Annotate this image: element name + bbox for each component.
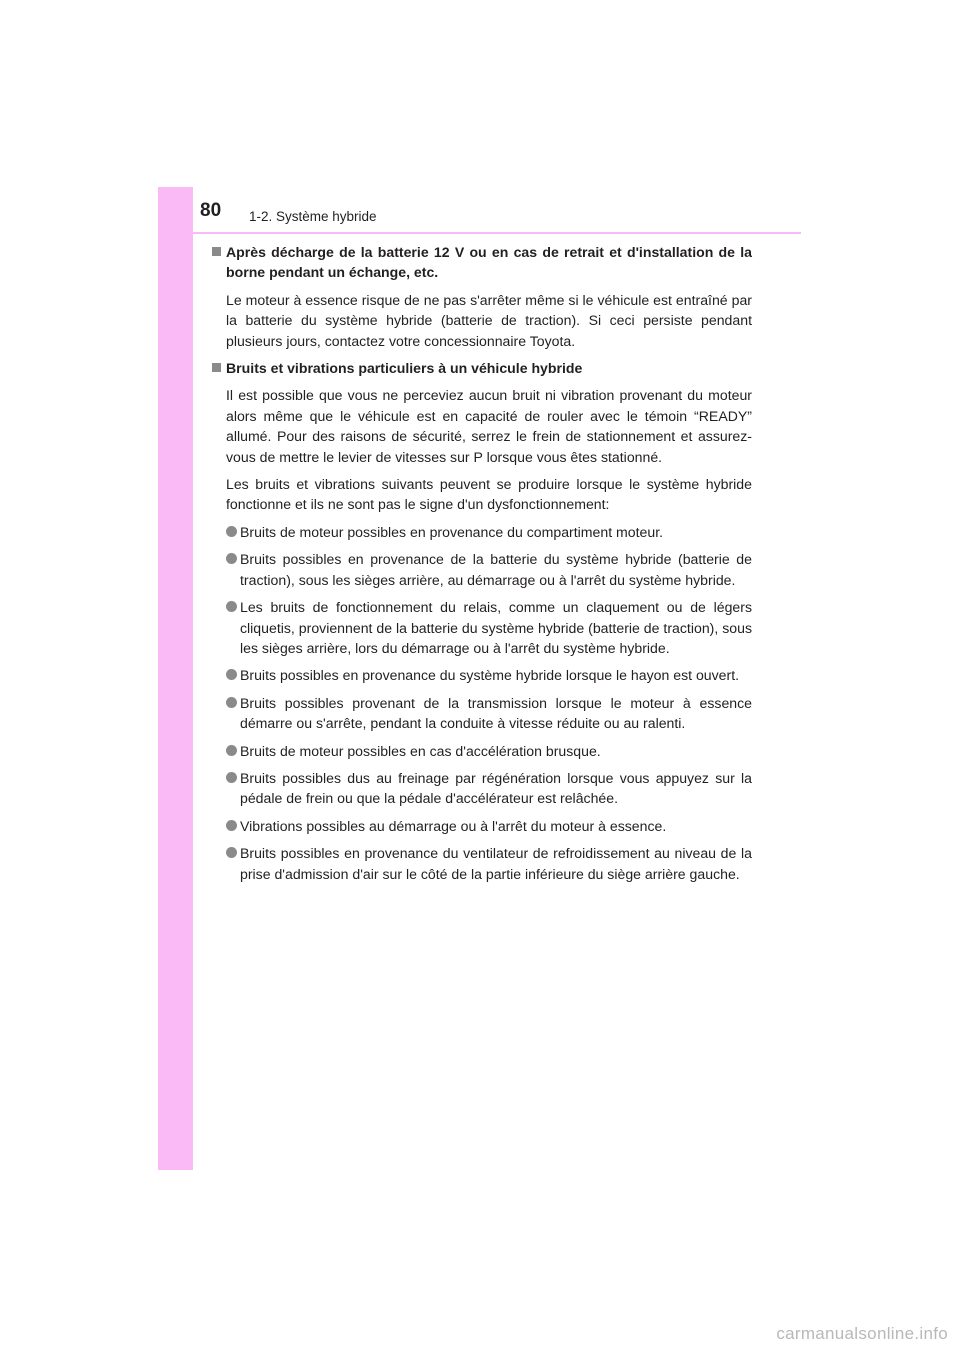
list-item (226, 522, 752, 542)
circle-bullet-icon (226, 745, 237, 756)
section-title: 1-2. Système hybride (249, 209, 377, 224)
list-item (226, 816, 752, 836)
circle-bullet-icon (226, 697, 237, 708)
list-item-text: Bruits possibles en provenance du ventilateur de refroidissement au niveau de la prise d'admission d'air sur le côté de la partie inférieure du siège arrière gauche. (240, 845, 752, 882)
circle-bullet-icon (226, 820, 237, 831)
section-heading-text: Après décharge de la batterie 12 V ou en cas de retrait et d'installation de la borne pendant un échange, etc. (226, 244, 752, 281)
list-item-text: Bruits de moteur possibles en provenance du compartiment moteur. (240, 523, 664, 540)
list-item (226, 665, 752, 685)
circle-bullet-icon (226, 553, 237, 564)
list-item-text: Bruits de moteur possibles en cas d'accélération brusque. (240, 742, 601, 759)
paragraph: Les bruits et vibrations suivants peuvent se produire lorsque le système hybride fonctionne et ils ne sont pas le signe d'un dysfonctionnement: (226, 476, 752, 513)
square-bullet-icon (212, 363, 221, 372)
side-tab-band (158, 187, 193, 1170)
circle-bullet-icon (226, 669, 237, 680)
square-bullet-icon (212, 247, 221, 256)
list-item-text: Les bruits de fonctionnement du relais, comme un claquement ou de légers cliquetis, proviennent de la batterie du système hybride (batterie de traction), sous les sièges arrière, lors du démarrage ou à l'arrêt du système hybride. (240, 599, 752, 656)
circle-bullet-icon (226, 847, 237, 858)
header-divider (193, 232, 801, 234)
page-header (0, 0, 960, 240)
list-item-text: Bruits possibles dus au freinage par régénération lorsque vous appuyez sur la pédale de frein ou que la pédale d'accélérateur est relâchée. (240, 769, 752, 807)
list-item (226, 741, 752, 761)
list-item (226, 549, 752, 590)
section-heading (212, 358, 752, 378)
list-item-text: Vibrations possibles au démarrage ou à l'arrêt du moteur à essence. (240, 817, 667, 834)
site-watermark: carmanualsonline.info (776, 1324, 948, 1343)
section-heading (212, 242, 752, 283)
paragraph: Le moteur à essence risque de ne pas s'arrêter même si le véhicule est entraîné par la batterie du système hybride (batterie de traction). Si ceci persiste pendant plusieurs jours, contactez votre concessionnaire Toyota. (226, 291, 752, 349)
section-heading-text: Bruits et vibrations particuliers à un véhicule hybride (226, 360, 583, 377)
circle-bullet-icon (226, 772, 237, 783)
paragraph: Il est possible que vous ne perceviez aucun bruit ni vibration provenant du moteur alors même que le véhicule est en capacité de rouler avec le témoin “READY” allumé. Pour des raisons de sécurité, serrez le frein de stationnement et assurez-vous de mettre le levier de vitesses sur P lorsque vous êtes stationné. (226, 387, 752, 465)
list-item (226, 693, 752, 734)
circle-bullet-icon (226, 526, 237, 537)
list-item (226, 597, 752, 658)
list-item-text: Bruits possibles provenant de la transmission lorsque le moteur à essence démarre ou s'arrête, pendant la conduite à vitesse réduite ou au ralenti. (240, 694, 752, 732)
list-item (226, 768, 752, 809)
list-item (226, 843, 752, 884)
list-item-text: Bruits possibles en provenance de la batterie du système hybride (batterie de traction), sous les sièges arrière, au démarrage ou à l'arrêt du système hybride. (240, 551, 752, 588)
circle-bullet-icon (226, 601, 237, 612)
page-content (212, 242, 752, 891)
list-item-text: Bruits possibles en provenance du système hybride lorsque le hayon est ouvert. (240, 667, 740, 684)
page-number: 80 (200, 200, 222, 221)
